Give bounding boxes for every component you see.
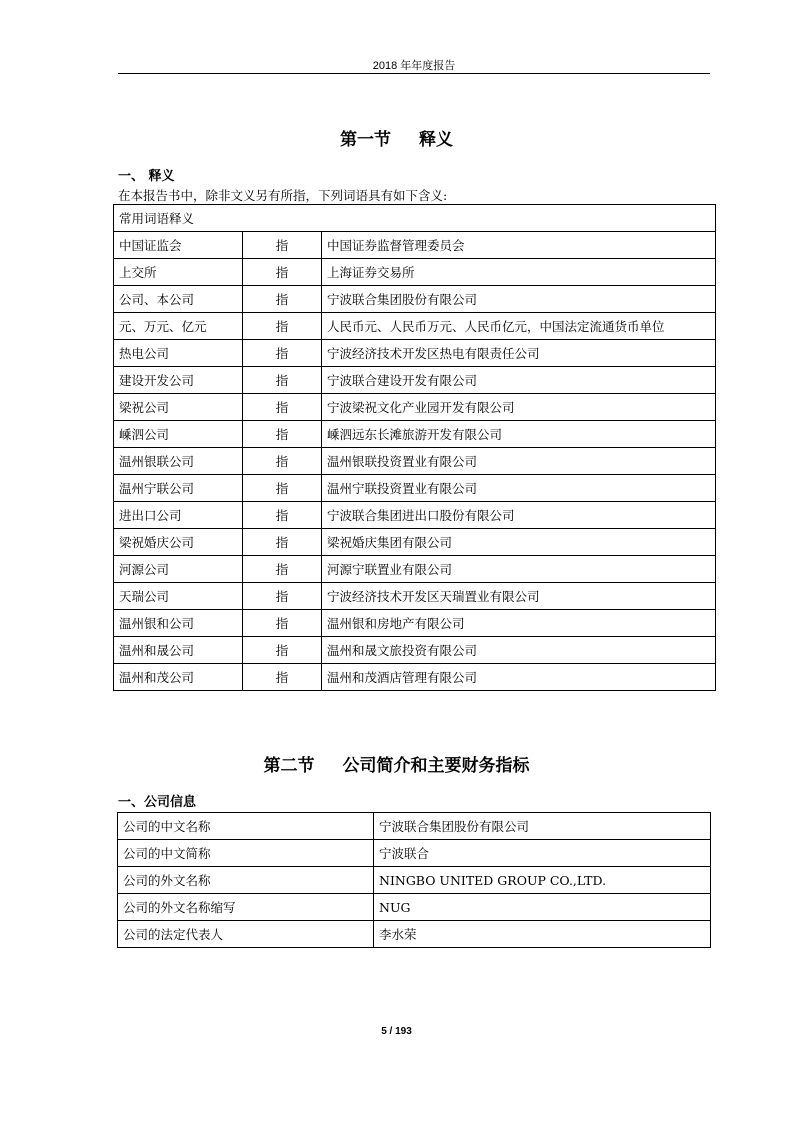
term-cell: 温州和茂公司 <box>114 664 243 691</box>
section-2-title <box>0 751 793 776</box>
term-cell: 进出口公司 <box>114 502 243 529</box>
definition-cell: 宁波经济技术开发区热电有限责任公司 <box>322 340 716 367</box>
table-row <box>114 502 716 529</box>
term-cell: 建设开发公司 <box>114 367 243 394</box>
definition-cell: 宁波经济技术开发区天瑞置业有限公司 <box>322 583 716 610</box>
ref-cell: 指 <box>243 367 322 394</box>
info-value-cell: 宁波联合 <box>374 840 711 867</box>
page-number: 5 / 193 <box>381 1026 412 1037</box>
ref-cell: 指 <box>243 556 322 583</box>
ref-cell: 指 <box>243 313 322 340</box>
term-cell: 温州宁联公司 <box>114 475 243 502</box>
table-row <box>114 259 716 286</box>
definitions-table <box>113 204 716 691</box>
term-cell: 河源公司 <box>114 556 243 583</box>
definition-cell: 宁波联合集团进出口股份有限公司 <box>322 502 716 529</box>
table-row <box>114 313 716 340</box>
ref-cell: 指 <box>243 394 322 421</box>
term-cell: 梁祝婚庆公司 <box>114 529 243 556</box>
info-value-cell: 宁波联合集团股份有限公司 <box>374 813 711 840</box>
term-cell: 温州银和公司 <box>114 610 243 637</box>
definition-cell: 温州宁联投资置业有限公司 <box>322 475 716 502</box>
company-info-table <box>117 812 711 948</box>
term-cell: 上交所 <box>114 259 243 286</box>
section-2-subheading: 一、公司信息 <box>118 795 197 810</box>
term-cell: 天瑞公司 <box>114 583 243 610</box>
definition-cell: 嵊泗远东长滩旅游开发有限公司 <box>322 421 716 448</box>
definition-cell: 温州和茂酒店管理有限公司 <box>322 664 716 691</box>
info-label-cell: 公司的外文名称 <box>118 867 374 894</box>
table-caption: 常用词语释义 <box>114 205 716 232</box>
term-cell: 热电公司 <box>114 340 243 367</box>
table-row <box>118 894 711 921</box>
table-row <box>118 840 711 867</box>
table-row <box>114 583 716 610</box>
info-value-cell: NUG <box>374 894 711 921</box>
section-1-name: 释义 <box>419 130 453 150</box>
ref-cell: 指 <box>243 232 322 259</box>
table-row <box>118 867 711 894</box>
ref-cell: 指 <box>243 340 322 367</box>
ref-cell: 指 <box>243 637 322 664</box>
table-row <box>114 475 716 502</box>
term-cell: 梁祝公司 <box>114 394 243 421</box>
running-header: 2018 年年度报告 <box>372 60 456 72</box>
table-row <box>114 610 716 637</box>
table-row <box>114 340 716 367</box>
info-value-cell: NINGBO UNITED GROUP CO.,LTD. <box>374 867 711 894</box>
header-rule <box>118 73 710 74</box>
table-row <box>114 286 716 313</box>
ref-cell: 指 <box>243 475 322 502</box>
info-value-cell: 李水荣 <box>374 921 711 948</box>
info-label-cell: 公司的法定代表人 <box>118 921 374 948</box>
ref-cell: 指 <box>243 664 322 691</box>
section-1-subheading: 一、 释义 <box>118 169 175 184</box>
term-cell: 温州银联公司 <box>114 448 243 475</box>
ref-cell: 指 <box>243 259 322 286</box>
ref-cell: 指 <box>243 610 322 637</box>
section-1-number: 第一节 <box>340 130 391 150</box>
section-2-number: 第二节 <box>263 756 315 776</box>
definition-cell: 河源宁联置业有限公司 <box>322 556 716 583</box>
table-row <box>114 448 716 475</box>
ref-cell: 指 <box>243 448 322 475</box>
term-cell: 元、万元、亿元 <box>114 313 243 340</box>
definition-cell: 人民币元、人民币万元、人民币亿元，中国法定流通货币单位 <box>322 313 716 340</box>
table-row <box>114 664 716 691</box>
section-2-name: 公司简介和主要财务指标 <box>342 756 530 776</box>
definition-cell: 温州银和房地产有限公司 <box>322 610 716 637</box>
table-caption-row <box>114 205 716 232</box>
definition-cell: 温州和晟文旅投资有限公司 <box>322 637 716 664</box>
table-row <box>114 232 716 259</box>
definition-cell: 宁波联合集团股份有限公司 <box>322 286 716 313</box>
table-row <box>114 556 716 583</box>
info-label-cell: 公司的外文名称缩写 <box>118 894 374 921</box>
table-row <box>114 529 716 556</box>
definition-cell: 梁祝婚庆集团有限公司 <box>322 529 716 556</box>
term-cell: 公司、本公司 <box>114 286 243 313</box>
table-row <box>114 637 716 664</box>
term-cell: 温州和晟公司 <box>114 637 243 664</box>
ref-cell: 指 <box>243 502 322 529</box>
ref-cell: 指 <box>243 529 322 556</box>
definition-cell: 宁波联合建设开发有限公司 <box>322 367 716 394</box>
ref-cell: 指 <box>243 583 322 610</box>
table-row <box>118 813 711 840</box>
info-label-cell: 公司的中文名称 <box>118 813 374 840</box>
table-row <box>114 394 716 421</box>
table-row <box>118 921 711 948</box>
ref-cell: 指 <box>243 421 322 448</box>
definition-cell: 宁波梁祝文化产业园开发有限公司 <box>322 394 716 421</box>
definition-cell: 温州银联投资置业有限公司 <box>322 448 716 475</box>
table-row <box>114 421 716 448</box>
definition-cell: 上海证券交易所 <box>322 259 716 286</box>
ref-cell: 指 <box>243 286 322 313</box>
term-cell: 嵊泗公司 <box>114 421 243 448</box>
info-label-cell: 公司的中文简称 <box>118 840 374 867</box>
table-row <box>114 367 716 394</box>
intro-text: 在本报告书中，除非文义另有所指，下列词语具有如下含义: <box>118 188 448 203</box>
section-1-title <box>0 125 793 150</box>
term-cell: 中国证监会 <box>114 232 243 259</box>
definition-cell: 中国证券监督管理委员会 <box>322 232 716 259</box>
